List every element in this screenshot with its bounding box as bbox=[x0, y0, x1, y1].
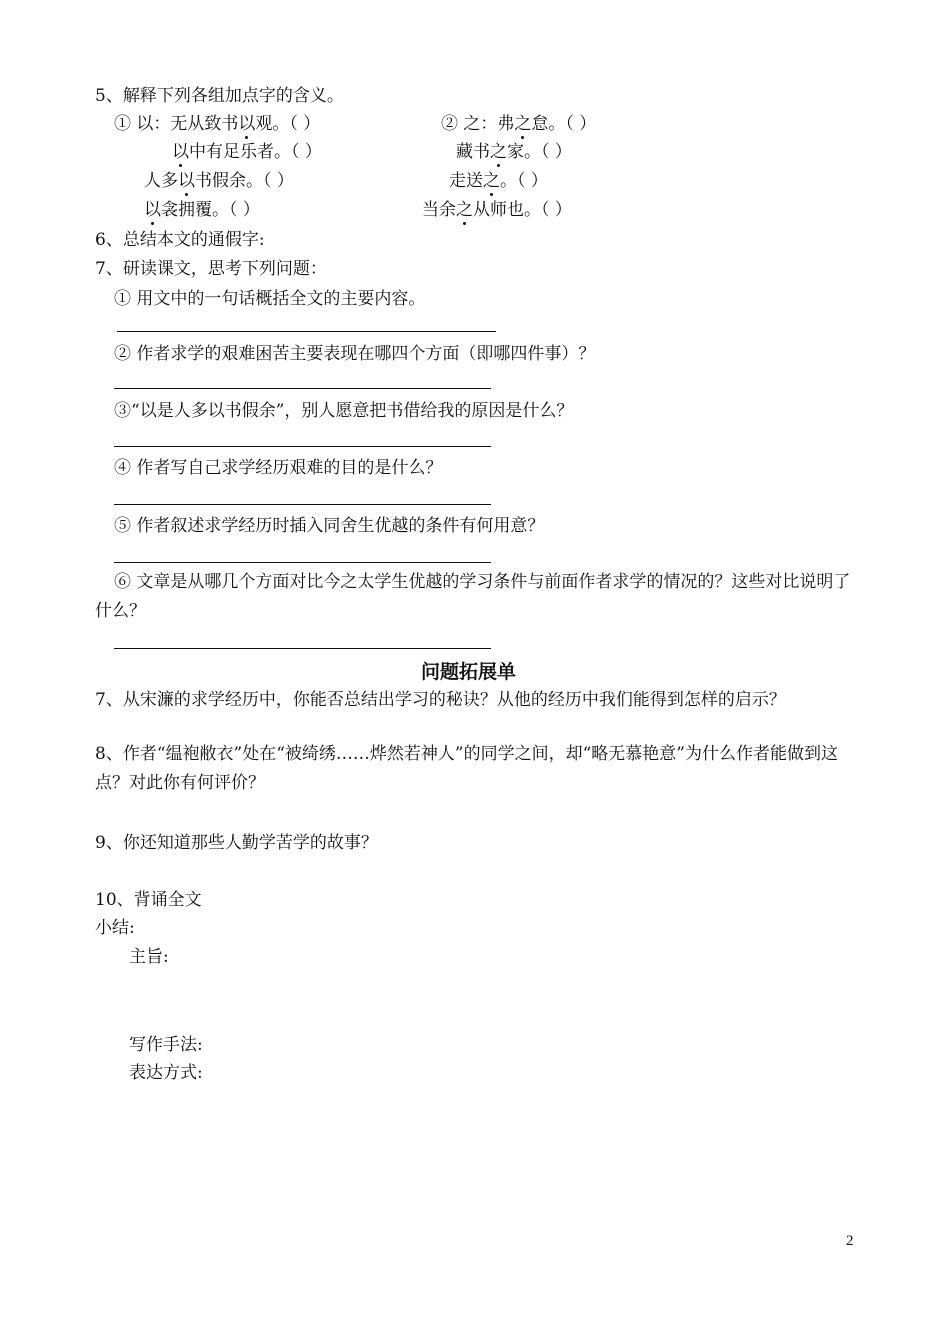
extension-q10: 10、背诵全文 bbox=[95, 890, 202, 910]
q5-title: 5、解释下列各组加点字的含义。 bbox=[95, 86, 344, 106]
answer-line bbox=[117, 331, 496, 332]
emphasis-dot-char: 以 bbox=[172, 142, 189, 162]
answer-line bbox=[114, 562, 491, 563]
q5-item-1-right: ② 之：弗之怠。（ ） bbox=[441, 114, 597, 134]
emphasis-dot-char: 之 bbox=[490, 142, 507, 162]
extension-heading: 问题拓展单 bbox=[421, 661, 517, 683]
q7-question-3: ③“以是人多以书假余”，别人愿意把书借给我的原因是什么？ bbox=[114, 401, 574, 421]
answer-line bbox=[114, 648, 491, 649]
q5-item-2-right: 藏书之家。（ ） bbox=[456, 142, 572, 162]
q7-question-2: ② 作者求学的艰难困苦主要表现在哪四个方面（即哪四件事）？ bbox=[114, 344, 596, 364]
summary-label: 小结: bbox=[95, 918, 135, 938]
emphasis-dot-char: 以 bbox=[144, 200, 161, 220]
answer-line bbox=[114, 446, 491, 447]
summary-theme: 主旨: bbox=[129, 947, 169, 967]
emphasis-dot-char: 以 bbox=[238, 114, 256, 134]
answer-line bbox=[114, 504, 491, 505]
extension-q8: 8、作者“缊袍敝衣”处在“被绮绣……烨然若神人”的同学之间，却“略无慕艳意”为什么作者能做到这点？对此你有何评价？ bbox=[95, 744, 838, 793]
extension-q7: 7、从宋濂的求学经历中，你能否总结出学习的秘诀？从他的经历中我们能得到怎样的启示？ bbox=[95, 690, 786, 710]
q5-item-1-left: ① 以：无从致书以观。（ ） bbox=[114, 114, 321, 134]
summary-writing-technique: 写作手法: bbox=[129, 1035, 203, 1055]
answer-line bbox=[114, 388, 491, 389]
extension-q9: 9、你还知道那些人勤学苦学的故事？ bbox=[95, 833, 378, 853]
q7-question-1: ① 用文中的一句话概括全文的主要内容。 bbox=[114, 289, 426, 309]
q7-question-5: ⑤ 作者叙述求学经历时插入同舍生优越的条件有何用意？ bbox=[114, 516, 545, 536]
q5-item-3-right: 走送之。（ ） bbox=[449, 171, 548, 191]
emphasis-dot-char: 之 bbox=[514, 114, 532, 134]
q5-item-4-right: 当余之从师也。（ ） bbox=[422, 200, 572, 220]
q6-title: 6、总结本文的通假字: bbox=[95, 230, 265, 250]
emphasis-dot-char: 以 bbox=[178, 171, 195, 191]
emphasis-dot-char: 之 bbox=[456, 200, 473, 220]
q7-question-4: ④ 作者写自己求学经历艰难的目的是什么？ bbox=[114, 458, 443, 478]
emphasis-dot-char: 之 bbox=[483, 171, 500, 191]
q7-question-6: ⑥ 文章是从哪几个方面对比今之太学生优越的学习条件与前面作者求学的情况的？这些对比说明了什么？ bbox=[95, 572, 851, 621]
q5-item-3-left: 人多以书假余。（ ） bbox=[144, 171, 294, 191]
summary-expression-mode: 表达方式: bbox=[129, 1063, 203, 1083]
page-number: 2 bbox=[846, 1233, 854, 1249]
q5-item-2-left: 以中有足乐者。（ ） bbox=[172, 142, 322, 162]
q7-title: 7、研读课文，思考下列问题： bbox=[95, 259, 327, 279]
q5-item-4-left: 以衾拥覆。（ ） bbox=[144, 200, 260, 220]
